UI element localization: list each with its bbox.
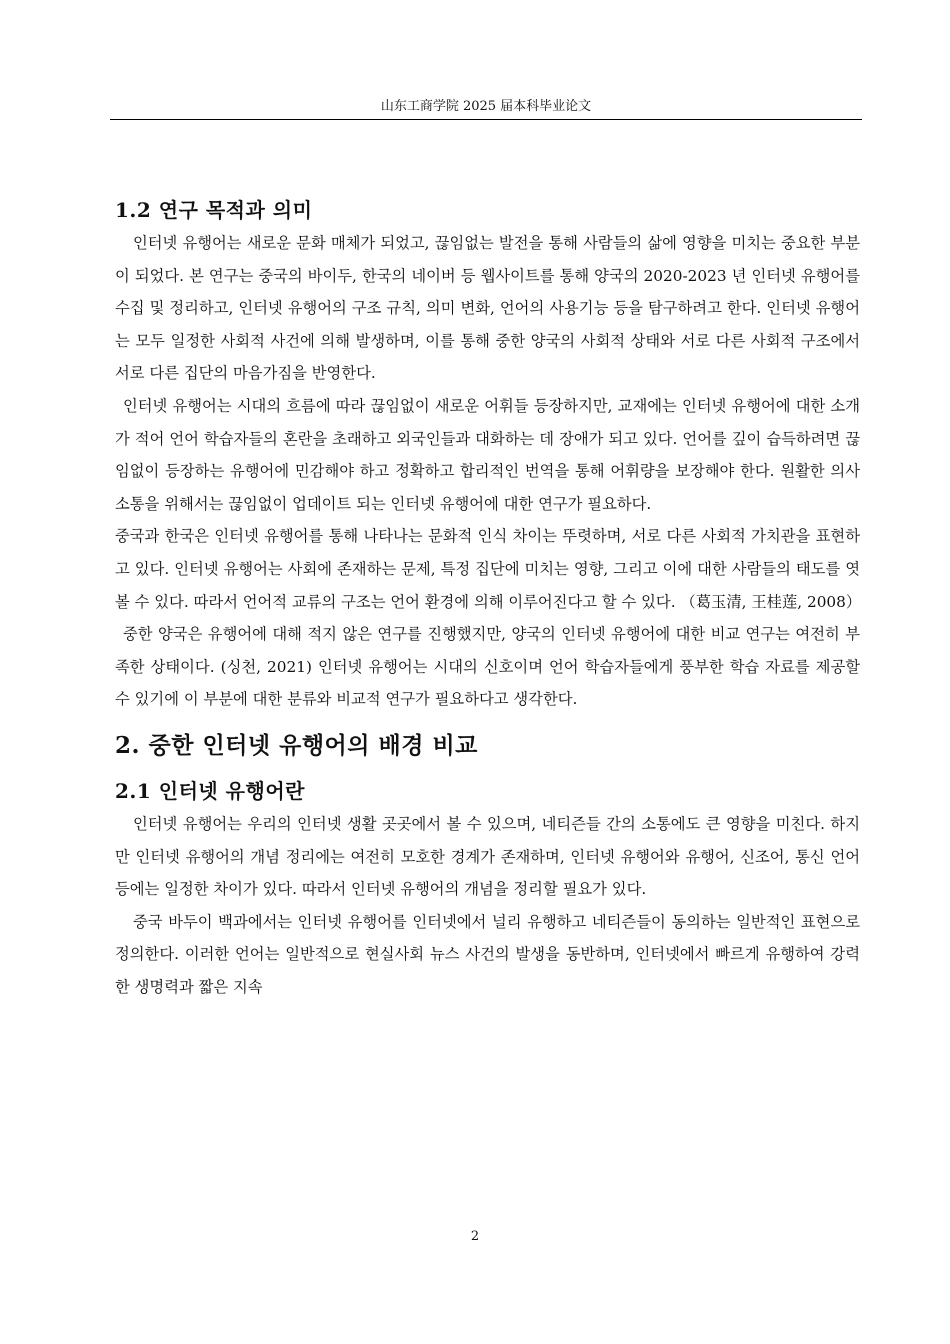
chapter-heading-2: 2. 중한 인터넷 유행어의 배경 비교 (115, 731, 478, 759)
paragraph: 중국과 한국은 인터넷 유행어를 통해 나타나는 문화적 인식 차이는 뚜렷하며, 서로 다른 사회적 가치관을 표현하고 있다. 인터넷 유행어는 사회에 존재하는 문제, 특정 집단에 미치는 영향, 그리고 이에 대한 사람들의 태도를 엿볼 수 있다. 따라서 언어적 교류의 구조는 언어 환경에 의해 이루어진다고 할 수 있다. （葛玉清, 王桂莲, 2008） (115, 527, 862, 611)
paragraph: 인터넷 유행어는 우리의 인터넷 생활 곳곳에서 볼 수 있으며, 네티즌들 간의 소통에도 큰 영향을 미친다. 하지만 인터넷 유행어의 개념 정리에는 여전히 모호한 경계가 존재하며, 인터넷 유행어와 유행어, 신조어, 통신 언어 등에는 일정한 차이가 있다. 따라서 인터넷 유행어의 개념을 정리할 필요가 있다. (115, 814, 860, 899)
section-heading-1-2: 1.2 연구 목적과 의미 (115, 198, 313, 222)
paragraph: 중국 바두이 백과에서는 인터넷 유행어를 인터넷에서 널리 유행하고 네티즌들이 동의하는 일반적인 표현으로 정의한다. 이러한 언어는 일반적으로 현실사회 뉴스 사건의 발생을 동반하며, 인터넷에서 빠르게 유행하여 강력한 생명력과 짧은 지속 (115, 912, 860, 996)
paragraph: 인터넷 유행어는 새로운 문화 매체가 되었고, 끊임없는 발전을 통해 사람들의 삶에 영향을 미치는 중요한 부분이 되었다. 본 연구는 중국의 바이두, 한국의 네이버 등 웹사이트를 통해 양국의 2020-2023 년 인터넷 유행어를 수집 및 정리하고, 인터넷 유행어의 구조 규칙, 의미 변화, 언어의 사용기능 등을 탐구하려고 한다. 인터넷 유행어는 모두 일정한 사회적 사건에 의해 발생하며, 이를 통해 중한 양국의 사회적 상태와 서로 다른 사회적 구조에서 서로 다른 집단의 마음가짐을 반영한다. (115, 234, 860, 383)
page-body (115, 193, 860, 1003)
page-number: 2 (470, 1229, 480, 1244)
header-rule (110, 119, 862, 120)
running-header: 山东工商学院 2025 届本科毕业论文 (380, 99, 592, 114)
paragraph: 중한 양국은 유행어에 대해 적지 않은 연구를 진행했지만, 양국의 인터넷 유행어에 대한 비교 연구는 여전히 부족한 상태이다. (싱천, 2021) 인터넷 유행어는 시대의 신호이며 언어 학습자들에게 풍부한 학습 자료를 제공할 수 있기에 이 부분에 대한 분류와 비교적 연구가 필요하다고 생각한다. (115, 625, 860, 709)
paragraph: 인터넷 유행어는 시대의 흐름에 따라 끊임없이 새로운 어휘들 등장하지만, 교재에는 인터넷 유행어에 대한 소개가 적어 언어 학습자들의 혼란을 초래하고 외국인들과 대화하는 데 장애가 되고 있다. 언어를 깊이 습득하려면 끊임없이 등장하는 유행어에 민감해야 하고 정확하고 합리적인 번역을 통해 어휘량을 보장해야 한다. 원활한 의사소통을 위해서는 끊임없이 업데이트 되는 인터넷 유행어에 대한 연구가 필요하다. (115, 396, 860, 513)
section-heading-2-1: 2.1 인터넷 유행어란 (115, 778, 305, 803)
